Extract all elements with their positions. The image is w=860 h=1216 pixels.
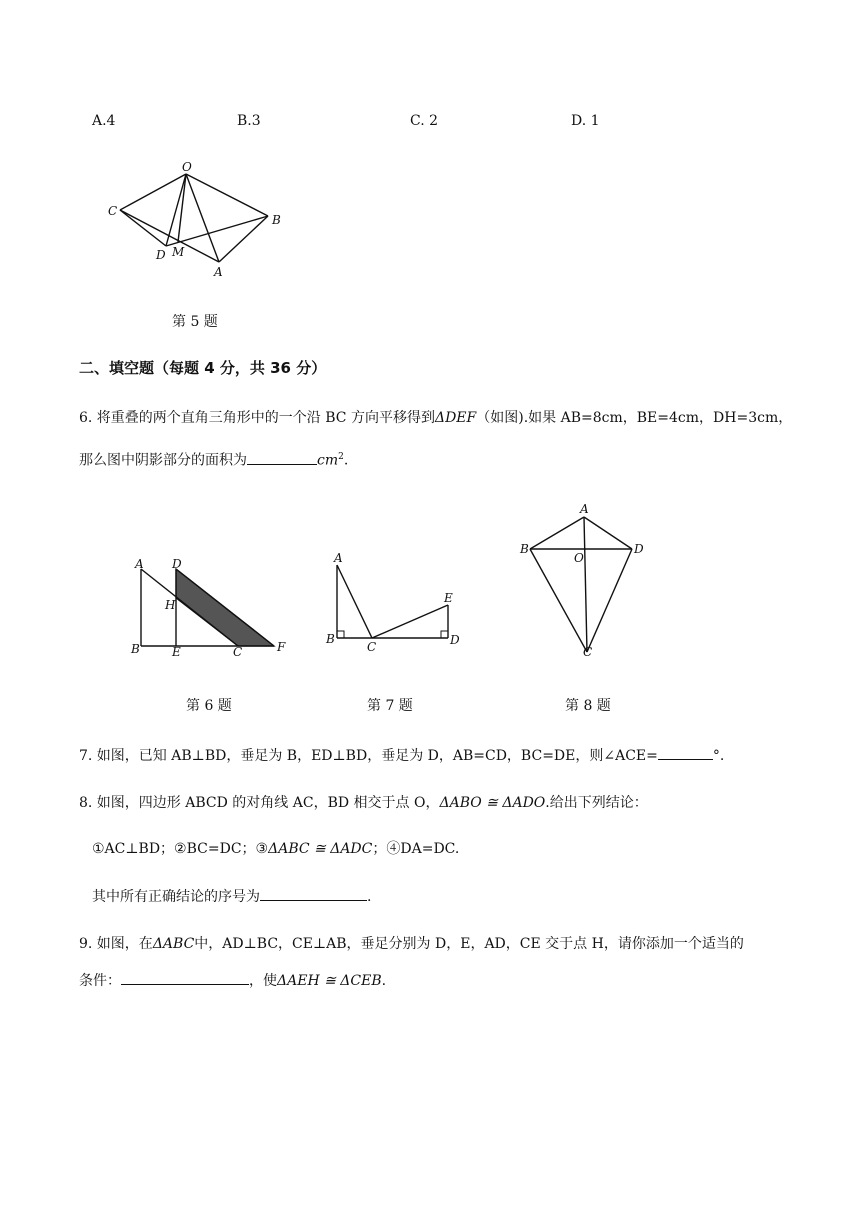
q7-answer-blank[interactable]: [658, 745, 713, 760]
fig6-label-a: A: [135, 557, 144, 571]
fig8-label-a: A: [580, 502, 589, 516]
q8-congruence: ΔABO ≅ ΔADO: [439, 795, 546, 811]
fig8-label-c: C: [583, 645, 593, 659]
q6-text-ask: 那么图中阴影部分的面积为: [79, 452, 247, 469]
choice-b: B.3: [237, 113, 261, 129]
q6-period: .: [343, 452, 349, 469]
question-6-line-1: [79, 408, 792, 428]
q9-congruence: ΔAEH ≅ ΔCEB: [277, 973, 382, 989]
q8-ask: [92, 886, 371, 907]
figure-7: [320, 545, 470, 655]
q6-text-post: （如图).如果 AB=8cm，BE=4cm，DH=3cm，: [476, 410, 793, 426]
q8-text-post: .给出下列结论：: [545, 795, 648, 811]
figure-8-caption: 第 8 题: [565, 698, 611, 714]
fig5-label-d: D: [156, 248, 166, 262]
fig7-label-b: B: [326, 632, 335, 646]
figure-6-caption: 第 6 题: [186, 698, 232, 714]
choice-a: A.4: [92, 113, 116, 129]
choice-d: D. 1: [571, 113, 600, 129]
fig8-label-d: D: [634, 542, 644, 556]
figure-8: [515, 500, 665, 660]
fig8-label-b: B: [520, 542, 529, 556]
q9-period: .: [381, 973, 387, 989]
fig5-label-c: C: [108, 204, 118, 218]
question-9-line-1: [79, 934, 744, 954]
fig5-label-a: A: [214, 265, 223, 279]
fig6-label-c: C: [233, 645, 243, 659]
figure-6: [125, 555, 295, 660]
fig6-label-e: E: [172, 645, 181, 659]
q6-unit-exponent: 2: [338, 452, 344, 462]
q8-conclusions-pre: ①AC⊥BD；②BC=DC；③: [92, 841, 269, 857]
q8-conclusions-post: ；④DA=DC.: [372, 841, 460, 857]
fig7-label-c: C: [367, 640, 377, 654]
fig5-label-o: O: [182, 160, 192, 174]
figure-7-caption: 第 7 题: [367, 698, 413, 714]
fig7-label-e: E: [444, 591, 453, 605]
q8-ask-end: .: [367, 889, 372, 905]
q8-conclusion-triangle: ΔABC ≅ ΔADC: [268, 841, 373, 857]
q6-answer-blank[interactable]: [247, 450, 317, 465]
fig7-label-a: A: [334, 551, 343, 565]
question-7: [79, 745, 724, 766]
q9-triangle: ΔABC: [152, 936, 195, 952]
q7-text: 7. 如图，已知 AB⊥BD，垂足为 B，ED⊥BD，垂足为 D，AB=CD，BC=DE，则∠ACE=: [79, 748, 658, 764]
question-8: [79, 793, 648, 813]
q9-text-post: 中，AD⊥BC，CE⊥AB，垂足分别为 D，E，AD，CE 交于点 H，请你添加一个适当的: [194, 936, 744, 952]
q8-answer-blank[interactable]: [260, 886, 367, 901]
fig6-label-b: B: [131, 642, 140, 656]
figure-5: [100, 155, 300, 285]
question-6-line-2: [79, 447, 348, 471]
q9-text-mid: ，使: [249, 973, 277, 989]
q9-answer-blank[interactable]: [121, 970, 249, 985]
fig7-label-d: D: [450, 633, 460, 647]
q6-triangle: ΔDEF: [434, 410, 477, 426]
q9-text-pre: 9. 如图，在: [79, 936, 153, 952]
fig5-label-b: B: [272, 213, 281, 227]
choice-c: C. 2: [410, 113, 439, 129]
q7-degree: °.: [712, 748, 725, 764]
figure-5-caption: 第 5 题: [172, 314, 218, 330]
fig6-label-f: F: [277, 640, 286, 654]
q9-condition-label: 条件：: [79, 973, 121, 989]
q6-unit: cm: [317, 452, 339, 469]
fig6-label-h: H: [165, 598, 176, 612]
question-9-line-2: [79, 970, 386, 991]
section-heading: 二、填空题（每题 4 分，共 36 分）: [79, 359, 327, 377]
q6-text-pre: 6. 将重叠的两个直角三角形中的一个沿 BC 方向平移得到: [79, 410, 435, 426]
q8-ask-text: 其中所有正确结论的序号为: [92, 889, 260, 905]
fig6-label-d: D: [172, 557, 182, 571]
q8-text-pre: 8. 如图，四边形 ABCD 的对角线 AC，BD 相交于点 O，: [79, 795, 440, 811]
q8-conclusions: [92, 839, 459, 859]
fig8-label-o: O: [574, 551, 584, 565]
fig5-label-m: M: [172, 245, 185, 259]
